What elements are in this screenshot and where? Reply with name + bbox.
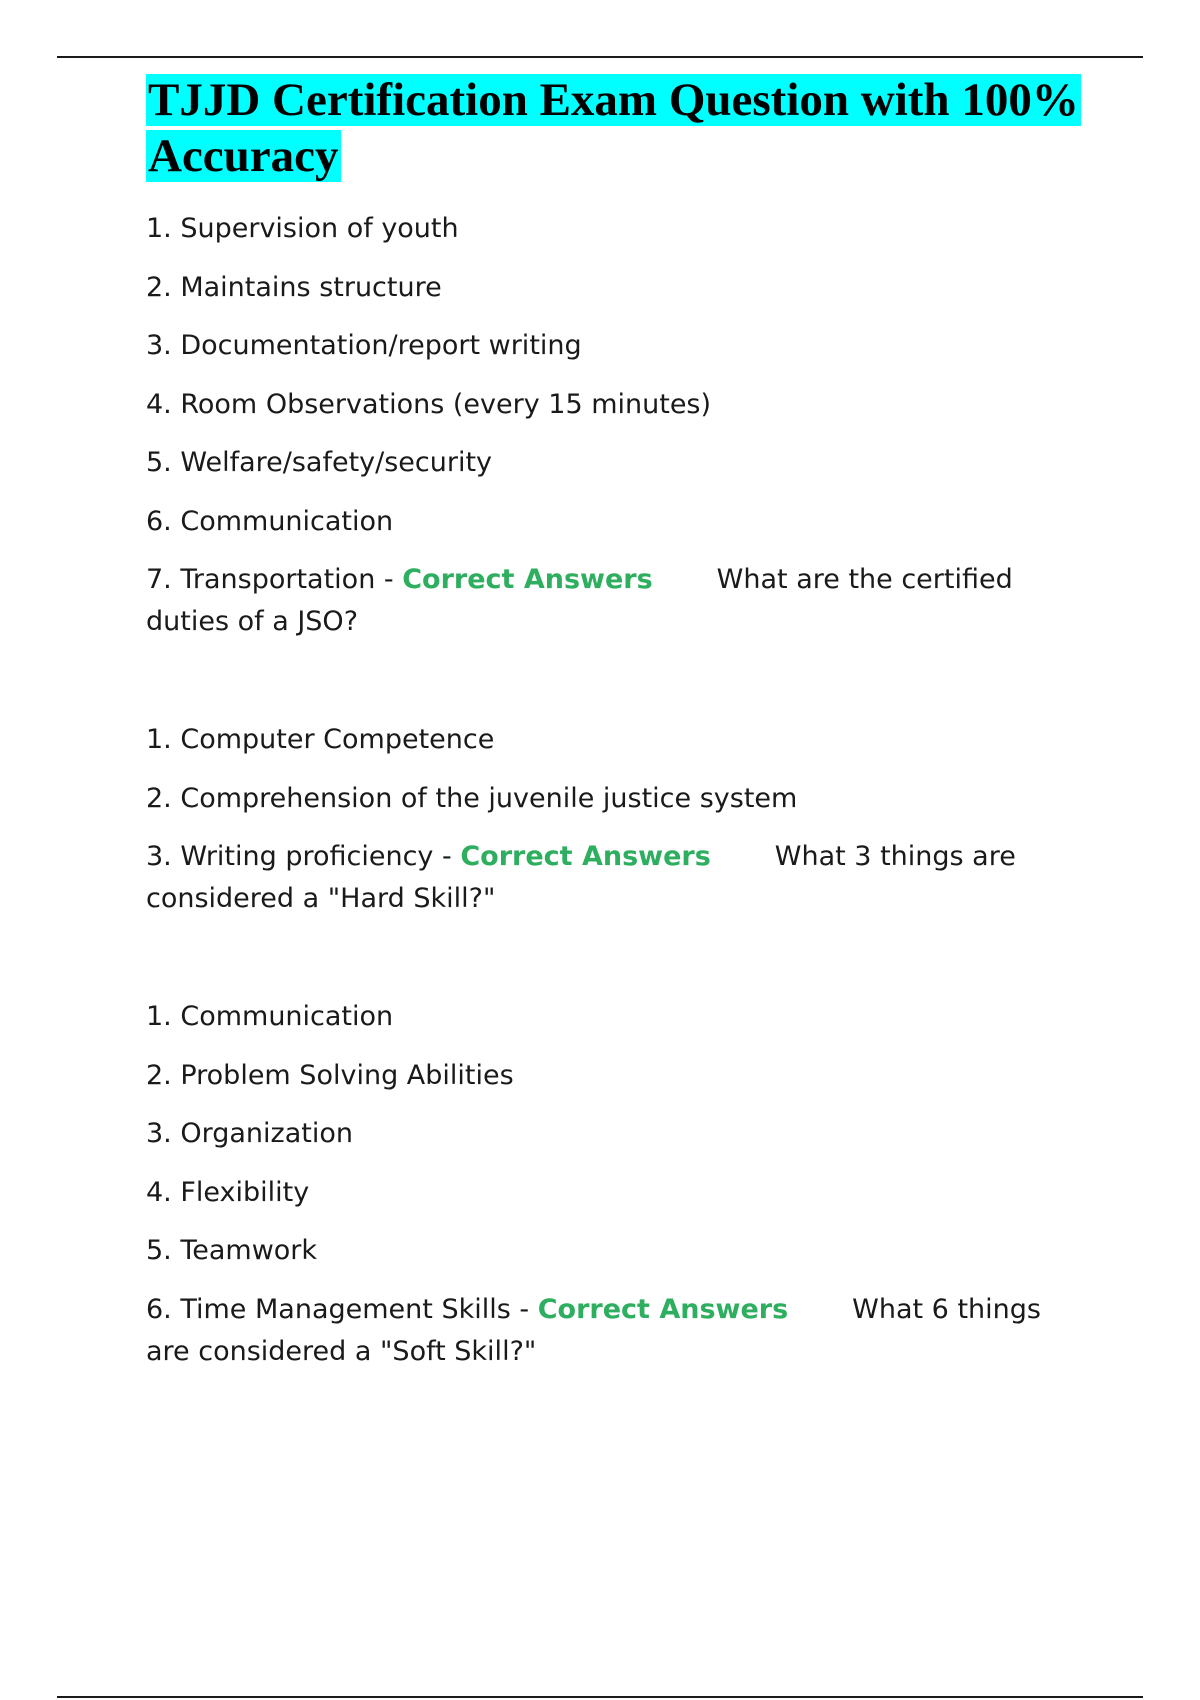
question-text: What 6 things are considered a "Soft Skill?" (146, 1293, 1041, 1367)
question-text: What are the certified duties of a JSO? (146, 564, 1013, 637)
list-item: 2. Maintains structure (146, 271, 442, 303)
footer-rule (57, 1696, 1143, 1698)
correct-answers-label: Correct Answers (460, 841, 711, 872)
title-highlight: TJJD Certification Exam Question with 100% Accuracy (148, 74, 1079, 182)
list-item: 3. Organization (146, 1118, 353, 1149)
answer-question-line (146, 836, 1086, 920)
qa-block-3 (146, 996, 1086, 1373)
header-rule (57, 56, 1143, 58)
list-item: 1. Computer Competence (146, 724, 495, 755)
correct-answers-label: Correct Answers (402, 564, 653, 595)
list-item: 4. Room Observations (every 15 minutes) (146, 388, 712, 420)
list-item: 6. Communication (146, 505, 394, 537)
answer-question-line (146, 1289, 1086, 1373)
answer-question-line (146, 559, 1086, 643)
list-item: 1. Supervision of youth (146, 213, 459, 244)
list-item: 1. Communication (146, 1001, 394, 1032)
correct-answers-label: Correct Answers (537, 1293, 789, 1325)
list-item: 2. Problem Solving Abilities (146, 1059, 514, 1091)
list-item: 4. Flexibility (146, 1176, 310, 1208)
list-item: 5. Welfare/safety/security (146, 447, 493, 478)
list-item: 7. Transportation - (146, 564, 403, 595)
list-item: 3. Writing proficiency - (146, 841, 461, 872)
document-page (146, 72, 1086, 1373)
document-title (146, 72, 1086, 184)
list-item: 2. Comprehension of the juvenile justice system (146, 782, 798, 814)
list-item: 5. Teamwork (146, 1235, 318, 1266)
qa-block-1 (146, 208, 1086, 643)
list-item: 6. Time Management Skills - (146, 1293, 538, 1325)
qa-block-2 (146, 719, 1086, 920)
list-item: 3. Documentation/report writing (146, 330, 582, 361)
question-text: What 3 things are considered a "Hard Skill?" (146, 841, 1016, 914)
